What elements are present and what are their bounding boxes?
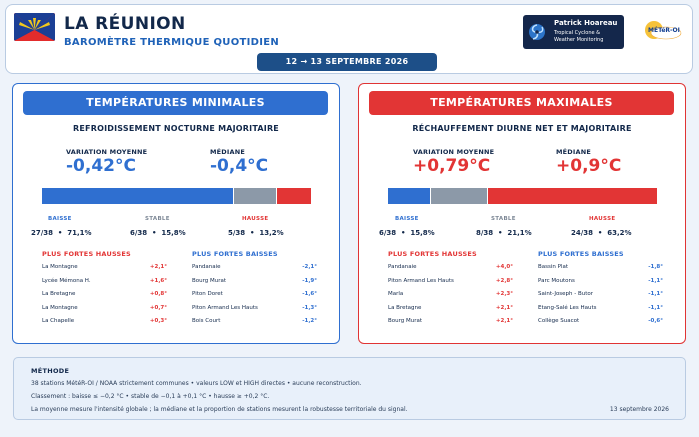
list-item: Etang-Salé Les Hauts -1,1° <box>538 304 663 311</box>
mean-value: -0,42°C <box>66 156 136 176</box>
method-date: 13 septembre 2026 <box>609 406 669 413</box>
list-item: Lycée Mémona H. +1,6° <box>42 277 167 284</box>
panel-max-title: TEMPÉRATURES MAXIMALES <box>369 91 674 115</box>
page-title: LA RÉUNION <box>64 14 186 34</box>
median-value: +0,9°C <box>556 156 622 176</box>
list-item: La Bretagne +0,8° <box>42 291 167 297</box>
method-title: MÉTHODE <box>31 367 70 375</box>
panel-max-subtitle: RÉCHAUFFEMENT DIURNE NET ET MAJORITAIRE <box>412 124 632 133</box>
list-item: La Montagne +2,1° <box>42 264 167 270</box>
falls-list <box>192 264 317 332</box>
category-count-baisse: 6/38 • 15,8% <box>379 229 435 237</box>
meteo-oi-logo-text: MÉTéR-OI <box>648 27 680 34</box>
distribution-bar <box>388 188 658 204</box>
rises-list <box>388 264 513 332</box>
category-count-baisse: 27/38 • 71,1% <box>31 229 92 237</box>
list-item: Marla +2,3° <box>388 291 513 297</box>
list-item: La Chapelle +0,3° <box>42 318 167 324</box>
falls-title: PLUS FORTES BAISSES <box>538 250 624 258</box>
bar-segment-stable <box>234 188 276 204</box>
bar-segment-baisse <box>388 188 430 204</box>
category-label-hausse: HAUSSE <box>589 216 616 222</box>
category-label-stable: STABLE <box>491 216 516 222</box>
list-item: Collège Suacot -0,6° <box>538 318 663 324</box>
panel-min-temperatures <box>12 83 340 344</box>
list-item: Pandanaie -2,1° <box>192 264 317 270</box>
falls-list <box>538 264 663 332</box>
brand-tagline-2: Weather Monitoring <box>554 37 604 43</box>
distribution-bar <box>42 188 312 204</box>
mean-value: +0,79°C <box>413 156 491 176</box>
mean-label: VARIATION MOYENNE <box>66 148 148 156</box>
method-line-1: 38 stations MétéR-OI / NOAA strictement communes • valeurs LOW et HIGH directes • aucune reconstruction. <box>31 380 362 387</box>
brand-name: Patrick Hoareau <box>554 19 618 27</box>
rises-title: PLUS FORTES HAUSSES <box>388 250 477 258</box>
method-line-2: Classement : baisse ≤ −0,2 °C • stable de −0,1 à +0,1 °C • hausse ≥ +0,2 °C. <box>31 393 270 400</box>
category-count-hausse: 5/38 • 13,2% <box>228 229 284 237</box>
category-label-baisse: BAISSE <box>48 216 72 222</box>
list-item: Piton Armand Les Hauts +2,8° <box>388 277 513 284</box>
panel-min-subtitle: REFROIDISSEMENT NOCTURNE MAJORITAIRE <box>73 124 279 133</box>
list-item: La Bretagne +2,1° <box>388 304 513 311</box>
bar-segment-stable <box>431 188 487 204</box>
list-item: Bois Court -1,2° <box>192 318 317 324</box>
list-item: Parc Moutons -1,1° <box>538 277 663 284</box>
median-label: MÉDIANE <box>210 148 246 156</box>
date-range-badge: 12 → 13 SEPTEMBRE 2026 <box>257 53 437 71</box>
category-count-stable: 6/38 • 15,8% <box>130 229 186 237</box>
list-item: Piton Doret -1,6° <box>192 291 317 297</box>
category-count-hausse: 24/38 • 63,2% <box>571 229 632 237</box>
list-item: Bourg Murat +2,1° <box>388 318 513 324</box>
list-item: Pandanaie +4,0° <box>388 264 513 270</box>
bar-segment-baisse <box>42 188 233 204</box>
brand-tagline-1: Tropical Cyclone & <box>554 30 601 36</box>
category-label-stable: STABLE <box>145 216 170 222</box>
falls-title: PLUS FORTES BAISSES <box>192 250 278 258</box>
category-count-stable: 8/38 • 21,1% <box>476 229 532 237</box>
list-item: Bassin Plat -1,8° <box>538 264 663 270</box>
median-label: MÉDIANE <box>556 148 592 156</box>
panel-max-temperatures <box>358 83 686 344</box>
header-card <box>5 4 693 74</box>
method-box <box>13 357 686 420</box>
rises-list <box>42 264 167 332</box>
list-item: Piton Armand Les Hauts -1,3° <box>192 304 317 311</box>
cyclone-icon <box>528 23 546 41</box>
bar-segment-hausse <box>488 188 658 204</box>
page-subtitle: BAROMÈTRE THERMIQUE QUOTIDIEN <box>64 37 280 48</box>
panel-min-title: TEMPÉRATURES MINIMALES <box>23 91 328 115</box>
list-item: Saint-Joseph - Butor -1,1° <box>538 291 663 297</box>
bar-segment-hausse <box>277 188 312 204</box>
list-item: Bourg Murat -1,9° <box>192 277 317 284</box>
method-line-3: La moyenne mesure l'intensité globale ; la médiane et la proportion de stations mesurent la robustesse territoriale du signal. <box>31 406 408 413</box>
category-label-baisse: BAISSE <box>395 216 419 222</box>
list-item: La Montagne +0,7° <box>42 304 167 311</box>
rises-title: PLUS FORTES HAUSSES <box>42 250 131 258</box>
mean-label: VARIATION MOYENNE <box>413 148 495 156</box>
median-value: -0,4°C <box>210 156 269 176</box>
category-label-hausse: HAUSSE <box>242 216 269 222</box>
brand-logo[interactable] <box>523 15 624 49</box>
reunion-flag-icon <box>14 13 55 41</box>
